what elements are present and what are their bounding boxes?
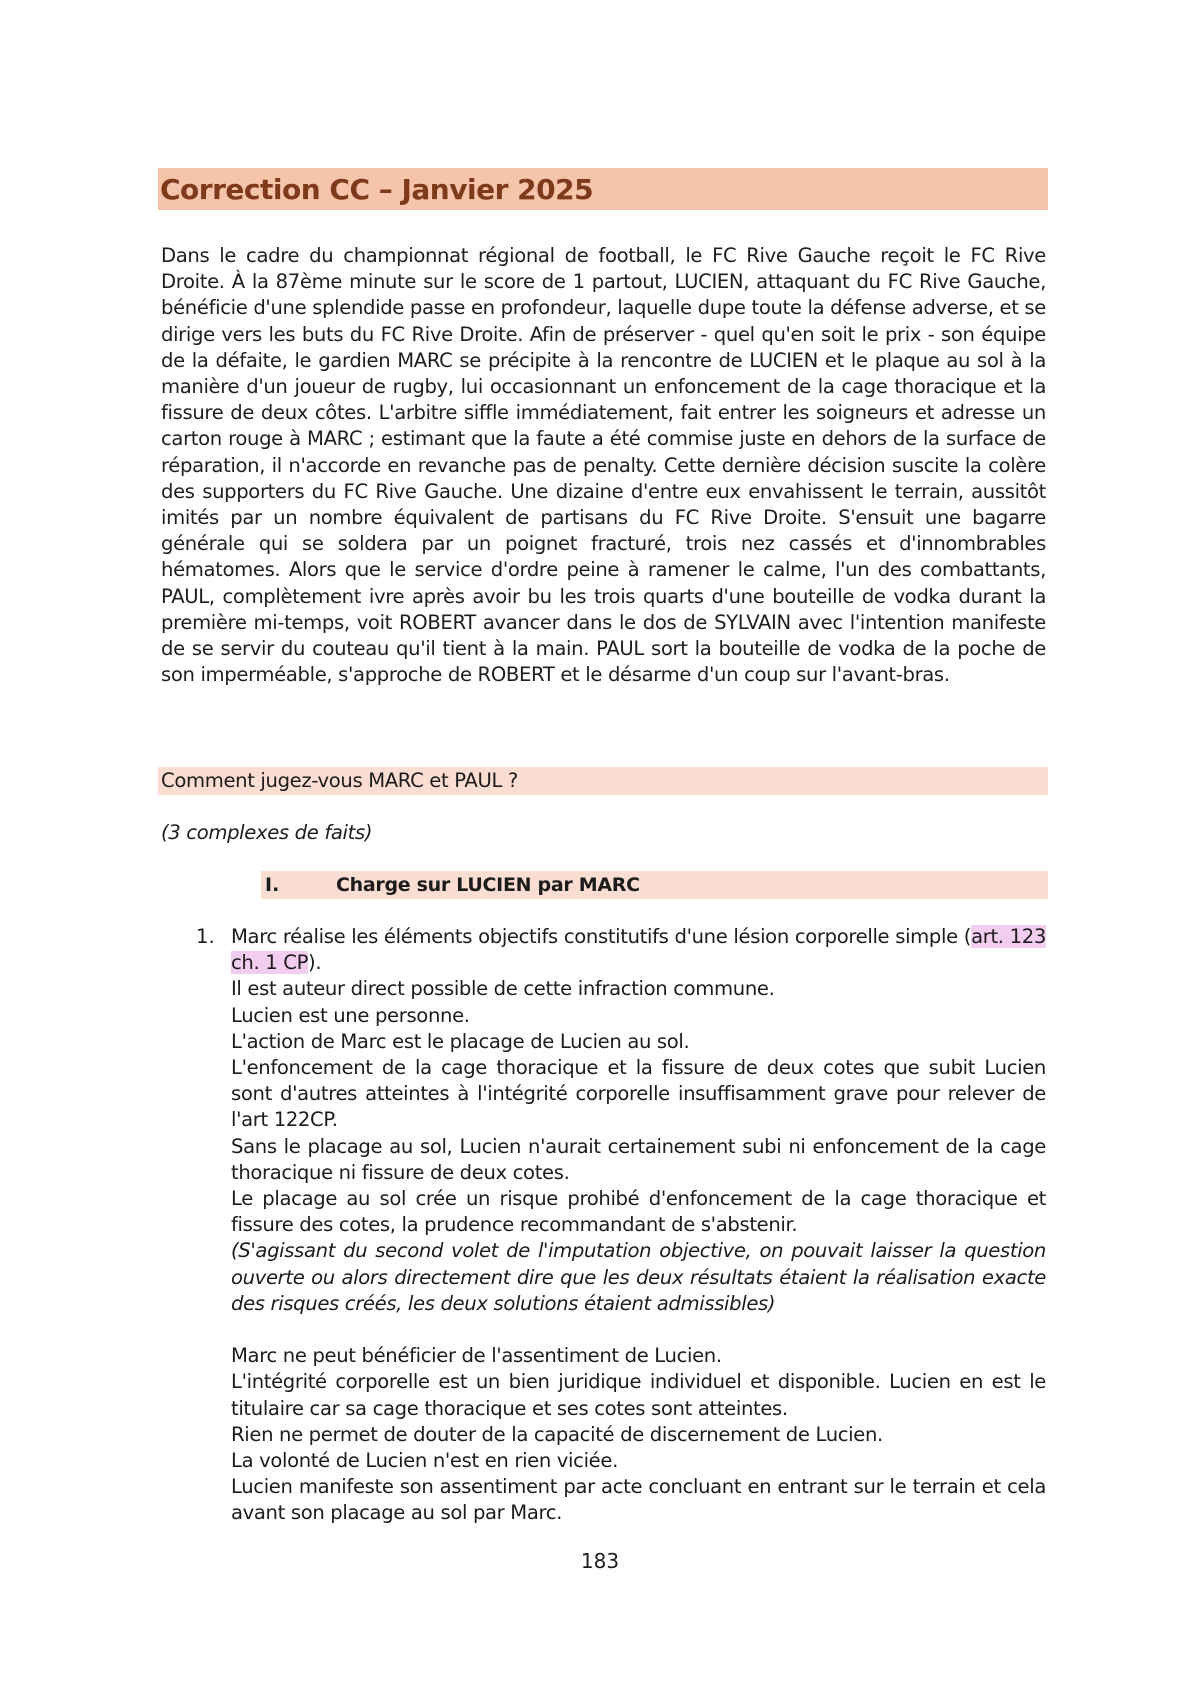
question-text: Comment jugez-vous MARC et PAUL ? (161, 769, 518, 792)
list-item-body (231, 924, 1046, 1527)
list-item-number: 1. (196, 925, 215, 948)
paragraph-harm: L'enfoncement de la cage thoracique et la fissure de deux cotes que subit Lucien sont d'autres atteintes à l'intégrité corporelle insuffisamment grave pour relever de l'art 122CP. (231, 1056, 1046, 1132)
paragraph-italic-remark: (S'agissant du second volet de l'imputation objective, on pouvait laisser la question ouverte ou alors directement dire que les deux résultats étaient la réalisation exacte des risques créés, les deux solutions étaient admissibles) (231, 1239, 1046, 1315)
complexes-note: (3 complexes de faits) (161, 821, 373, 844)
paragraph-legal-good: L'intégrité corporelle est un bien juridique individuel et disponible. Lucien en est le titulaire car sa cage thoracique et ses cotes sont atteintes. (231, 1370, 1046, 1420)
paragraph-person: Lucien est une personne. (231, 1003, 470, 1027)
paragraph-will: La volonté de Lucien n'est en rien viciée. (231, 1449, 618, 1473)
paragraph-discernment: Rien ne permet de douter de la capacité de discernement de Lucien. (231, 1422, 883, 1446)
paragraph-spacer (231, 1317, 1046, 1343)
paragraph-manifest: Lucien manifeste son assentiment par acte concluant en entrant sur le terrain et cela avant son placage au sol par Marc. (231, 1475, 1046, 1525)
item-first-line: Marc réalise les éléments objectifs constitutifs d'une lésion corporelle simple (art. 123 ch. 1 CP). (231, 925, 1046, 975)
page-title: Correction CC – Janvier 2025 (160, 173, 594, 206)
paragraph-author: Il est auteur direct possible de cette infraction commune. (231, 977, 775, 1001)
paragraph-risk: Le placage au sol crée un risque prohibé d'enfoncement de la cage thoracique et fissure des cotes, la prudence recommandant de s'abstenir. (231, 1187, 1046, 1237)
paragraph-causality: Sans le placage au sol, Lucien n'aurait certainement subi ni enfoncement de la cage thoracique ni fissure de deux cotes. (231, 1134, 1046, 1184)
page-number: 183 (580, 1549, 620, 1573)
case-statement-paragraph: Dans le cadre du championnat régional de football, le FC Rive Gauche reçoit le FC Rive Droite. À la 87ème minute sur le score de 1 partout, LUCIEN, attaquant du FC Rive Gauche, bénéficie d'une splendide passe en profondeur, laquelle dupe toute la défense adverse, et se dirige vers les buts du FC Rive Droite. Afin de préserver - quel qu'en soit le prix - son équipe de la défaite, le gardien MARC se précipite à la rencontre de LUCIEN et le plaque au sol à la manière d'un joueur de rugby, lui occasionnant un enfoncement de la cage thoracique et la fissure de deux côtes. L'arbitre siffle immédiatement, fait entrer les soigneurs et adresse un carton rouge à MARC ; estimant que la faute a été commise juste en dehors de la surface de réparation, il n'accorde en revanche pas de penalty. Cette dernière décision suscite la colère des supporters du FC Rive Gauche. Une dizaine d'entre eux envahissent le terrain, aussitôt imités par un nombre équivalent de partisans du FC Rive Droite. S'ensuit une bagarre générale qui se soldera par un poignet fracturé, trois nez cassés et d'innombrables hématomes. Alors que le service d'ordre peine à ramener le calme, l'un des combattants, PAUL, complètement ivre après avoir bu les trois quarts d'une bouteille de vodka durant la première mi-temps, voit ROBERT avancer dans le dos de SYLVAIN avec l'intention manifeste de se servir du couteau qu'il tient à la main. PAUL sort la bouteille de vodka de la poche de son imperméable, s'approche de ROBERT et le désarme d'un coup sur l'avant-bras. (161, 244, 1046, 687)
paragraph-action: L'action de Marc est le placage de Lucien au sol. (231, 1029, 690, 1053)
section-title: Charge sur LUCIEN par MARC (336, 874, 640, 896)
section-number: I. (265, 874, 280, 896)
article-reference-highlight: art. 123 ch. 1 CP (231, 925, 1046, 975)
paragraph-consent: Marc ne peut bénéficier de l'assentiment de Lucien. (231, 1344, 722, 1368)
